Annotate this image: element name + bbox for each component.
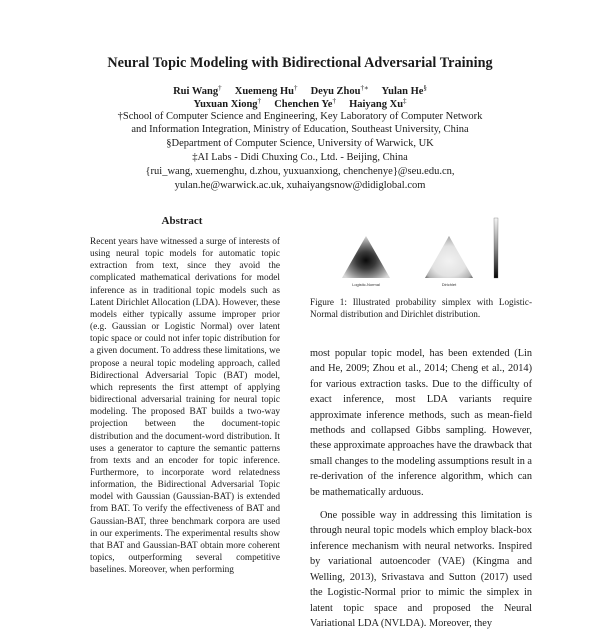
dirichlet-simplex bbox=[425, 236, 473, 278]
affiliation-line: ‡AI Labs - Didi Chuxing Co., Ltd. - Beijing, China bbox=[192, 152, 408, 163]
author-name: Chenchen Ye bbox=[274, 99, 333, 110]
author-name: Haiyang Xu bbox=[349, 99, 404, 110]
author-mark: § bbox=[423, 84, 427, 92]
author-line-2 bbox=[0, 95, 600, 111]
affiliation-line: †School of Computer Science and Engineering, Key Laboratory of Computer Network bbox=[117, 111, 483, 122]
dirichlet-label: Dirichlet bbox=[441, 282, 457, 287]
author-name: Yuxuan Xiong bbox=[193, 99, 258, 110]
abstract-body bbox=[90, 236, 280, 576]
body-column-right bbox=[310, 346, 532, 631]
simplex-figure bbox=[330, 214, 510, 294]
author-name: Rui Wang bbox=[173, 86, 219, 97]
figure-caption: Figure 1: Illustrated probability simplex with Logistic-Normal distribution and Dirichlet distribution. bbox=[310, 297, 532, 319]
author-mark: † bbox=[218, 84, 222, 92]
affiliation-line: and Information Integration, Ministry of Education, Southeast University, China bbox=[131, 124, 469, 135]
author-mark: † bbox=[293, 84, 298, 92]
colorbar bbox=[494, 218, 498, 278]
author-name: Deyu Zhou bbox=[310, 86, 361, 97]
author-name: Xuemeng Hu bbox=[234, 86, 294, 97]
author-mark: †∗ bbox=[360, 84, 369, 92]
abstract-text: Recent years have witnessed a surge of interests of using neural topic models for automatic topic extraction from text, since they avoid the complicated mathematical derivations for model inference as in traditional topic models such as Latent Dirichlet Allocation (LDA). However, these models either typically assume improper prior (e.g. Gaussian or Logistic Normal) over latent topic space or could not infer topic distribution for a given document. To address these limitations, we propose a neural topic modeling approach, called Bidirectional Adversarial Topic (BAT) model, which represents the first attempt of applying bidirectional adversarial training for neural topic modeling. The proposed BAT builds a two-way projection between the document-topic distribution and the document-word distribution. It uses a generator to capture the semantic patterns from texts and an encoder for topic inference. Furthermore, to incorporate word relatedness information, the Bidirectional Adversarial Topic model with Gaussian (Gaussian-BAT) is extended from BAT. To verify the effectiveness of BAT and Gaussian-BAT, three benchmark corpora are used in our experiments. The experimental results show that BAT and Gaussian-BAT obtain more coherent topics, outperforming several competitive baselines. Moreover, when performing bbox=[90, 237, 280, 576]
logistic-normal-label: Logistic-Normal bbox=[352, 282, 380, 287]
body-paragraph: One possible way in addressing this limitation is through neural topic models which employ black-box inference mechanism with neural networks. Inspired by variational autoencoder (VAE) (Kingma and Welling, 2013), Srivastava and Sutton (2017) used the Logistic-Normal prior to mimic the simplex in latent topic space and proposed the Neural Variational LDA (NVLDA). Moreover, they bbox=[310, 510, 532, 629]
logistic-normal-simplex bbox=[342, 236, 390, 278]
body-paragraph: most popular topic model, has been extended (Lin and He, 2009; Zhou et al., 2014; Cheng et al., 2014) for various extraction tasks. Due to the difficulty of exact inference, most LDA variants require approximate inference methods, such as mean-field methods and collapsed Gibbs sampling. However, these approximate approaches have the drawback that small changes to the modeling assumptions result in a re-derivation of the inference algorithm, which can be mathematically arduous. bbox=[310, 348, 532, 498]
email-line: yulan.he@warwick.ac.uk, xuhaiyangsnow@didiglobal.com bbox=[174, 180, 426, 191]
email-line: {rui_wang, xuemenghu, d.zhou, yuxuanxiong, chenchenye}@seu.edu.cn, bbox=[145, 166, 455, 177]
author-mark: † bbox=[332, 97, 336, 105]
author-name: Yulan He bbox=[381, 86, 424, 97]
paper-title: Neural Topic Modeling with Bidirectional Adversarial Training bbox=[107, 55, 493, 71]
affiliation-line: §Department of Computer Science, University of Warwick, UK bbox=[166, 138, 434, 149]
abstract-heading: Abstract bbox=[161, 215, 203, 227]
author-mark: ‡ bbox=[403, 97, 407, 105]
author-mark: † bbox=[257, 97, 262, 105]
